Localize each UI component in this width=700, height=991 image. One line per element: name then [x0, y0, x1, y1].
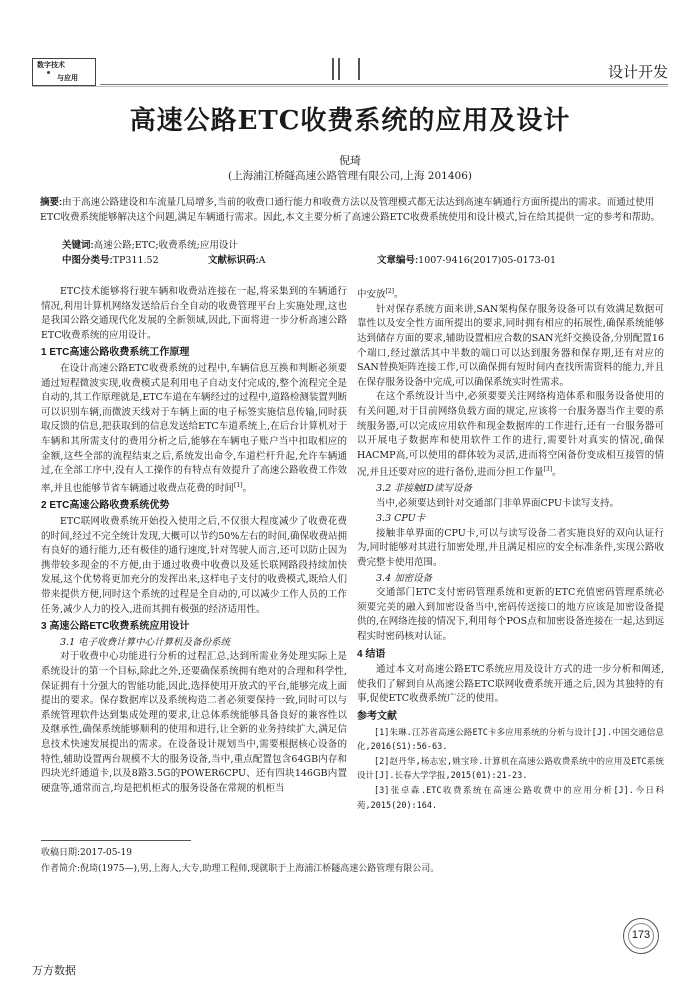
- abstract-label: 摘要:: [40, 197, 63, 208]
- section-heading-4: 4 结语: [357, 648, 386, 660]
- database-brand: 万方数据: [32, 965, 76, 977]
- subsection-heading-3-4: 3.4 加密设备: [376, 572, 433, 584]
- section-heading-3: 3 高速公路ETC收费系统应用设计: [41, 621, 190, 633]
- continued-text: 中安放: [357, 289, 386, 301]
- subsection-heading-3-1: 3.1 电子收费计算中心计算机及备份系统: [60, 636, 231, 648]
- keywords: [62, 239, 238, 254]
- subsection-heading-3-2: 3.2 非接触ID读写设备: [376, 483, 472, 495]
- server-end: 。: [552, 467, 562, 479]
- paragraph-3-3: 接触非单界面的CPU卡,可以与读写设备二者实施良好的双向认证行为,同时能够对其进行加密处理,并且满足相应的安全标准条件,实现公路收费完整卡使用范围。: [357, 527, 664, 568]
- doc-code-text: A: [258, 255, 266, 266]
- continued-end: 。: [394, 289, 404, 301]
- paragraph-3: 对于收费中心功能进行分析的过程汇总,达到所需业务处理实际上是系统设计的第一个目标,除此之外,还要确保系统拥有绝对的合理和科学性,保证拥有十分强大的智能功能,因此,选择使用开放式的平台,能够完成上面提出的要求。保存数据库以及系统构造二者必须要保持一致,同时可以与系统管理软件达到集成处理的要求,让总体系统能够具备良好的兼容性以及继承性,确保系统能够顺利的使用和进行,让全新的业务持续扩大,满足信息技术快速发展提出的需求。在设备设计规划当中,需要根据核心设备的特性,辅助设置两台规模不大的服务设备,当中,重点配置包含64GB内存和四块光纤通道卡,以及8路3.5G的POWER6CPU、还有四块146GB内置硬盘等,通常而言,均是把机柜式的服务设备在常规的机柜当: [41, 651, 347, 794]
- header-bar: [358, 58, 360, 80]
- journal-logo: [32, 58, 96, 86]
- right-column: [357, 285, 664, 813]
- reference-item: [1]朱琳.江苏省高速公路ETC卡多应用系统的分析与设计[J].中国交通信息化,2016(S1):56-63.: [357, 727, 664, 753]
- article-number-text: 1007-9416(2017)05-0173-01: [418, 255, 557, 266]
- header-bar: [338, 58, 340, 80]
- received-date: 收稿日期:2017-05-19: [41, 848, 132, 858]
- classification: [62, 254, 159, 269]
- header-rule: [32, 86, 668, 87]
- keywords-text: 高速公路;ETC;收费系统;应用设计: [93, 240, 238, 251]
- paragraph-3-2: 当中,必须要达到针对交通部门非单界面CPU卡读写支持。: [376, 497, 620, 509]
- section-tag: 设计开发: [607, 64, 668, 81]
- logo-line2: 与应用: [57, 75, 78, 82]
- references-heading: 参考文献: [357, 710, 397, 722]
- header-rule: [100, 84, 668, 85]
- reference-item: [3]张卓森.ETC收费系统在高速公路收费中的应用分析[J].今日科苑,2015(20):164.: [357, 785, 664, 811]
- paragraph-3-4: 交通部门ETC支付密码管理系统和更新的ETC充值密码管理系统必须要完美的融入到加密设备当中,密码传送接口的地方应该是加密设备提供的,在网络连接的情况下,利用每个POS点和加密设备连接在一起,达到远程实时密码核对认证。: [357, 587, 664, 642]
- classification-text: TP311.52: [112, 255, 159, 266]
- header-bar: [332, 58, 334, 80]
- subsection-heading-3-3: 3.3 CPU卡: [376, 513, 426, 525]
- citation-1: [1]: [234, 481, 243, 489]
- footnote-rule: [41, 840, 191, 841]
- citation-3: [3]: [543, 466, 553, 474]
- article-title: 高速公路ETC收费系统的应用及设计: [129, 106, 571, 136]
- affiliation: (上海浦江桥隧高速公路管理有限公司,上海 201406): [228, 170, 472, 182]
- classification-label: 中图分类号:: [62, 255, 113, 266]
- logo-dot-icon: [47, 71, 50, 74]
- doc-code-label: 文献标识码:: [208, 255, 259, 266]
- abstract-text: 由于高速公路建设和车流量几局增多,当前的收费口通行能力和收费方法以及管理模式都无法达到高速车辆通行方面所提出的需求。而通过使用ETC收费系统能够解决这个问题,满足车辆通行需求。因此,本文主要分析了高速公路ETC收费系统使用和设计模式,旨在给其提供一定的参考和帮助。: [40, 197, 661, 223]
- citation-2: [2]: [385, 288, 395, 295]
- paragraph-1-text: 在设计高速公路ETC收费系统的过程中,车辆信息互换和判断必须要通过短程微波实现,收费模式是利用电子自动支付完成的,整个流程完全是自动的,其工作原理就是,ETC车道在车辆经过的过程中,道路检测装置判断可以识别车辆,而微波天线对于车辆上面的电子标签实施信息传输,同时获取反馈的信息,把获取到的信息发送给ETC车道系统上,在后台计算机对于车辆和其所需支付的费用分析之后,能够在车辆电子账户当中扣取相应的金额,这些全部的流程结束之后,系统发出命令,车道栏杆升起,允许车辆通过,在全部工序中,没有人工操作的有特点有效提升了高速公路收费工作效率,并且也能够节省车辆通过收费点花费的时间: [41, 362, 347, 494]
- reference-item: [2]赵丹华,杨志宏,姚宝珍.计算机在高速公路收费系统中的应用及ETC系统设计[J].长春大学学报,2015(01):21-23.: [357, 756, 664, 782]
- author-bio: 作者简介:倪琦(1975—),男,上海人,大专,助理工程师,现就职于上海浦江桥隧高速公路管理有限公司。: [41, 864, 440, 874]
- article-number-label: 文章编号:: [377, 255, 419, 266]
- paragraph-1: 在设计高速公路ETC收费系统的过程中,车辆信息互换和判断必须要通过短程微波实现,收费模式是利用电子自动支付完成的,整个流程完全是自动的,其工作原理就是,ETC车道在车辆经过的过程中,道路检测装置判断可以识别车辆,而微波天线对于车辆上面的电子标签实施信息传输,同时获取反馈的信息,把获取到的信息发送给ETC车道系统上,在后台计算机对于车辆和其所需支付的费用分析之后,能够在车辆电子账户当中扣取相应的金额,这些全部的流程结束之后,系统发出命令,车道栏杆升起,允许车辆通过,在全部工序中,没有人工操作的有特点有效提升了高速公路收费工作效率,并且也能够节省车辆通过收费点花费的时间[1]。: [41, 362, 347, 494]
- section-heading-2: 2 ETC高速公路收费系统优势: [41, 500, 170, 512]
- san-paragraph: 针对保存系统方面来讲,SAN架构保存服务设备可以有效满足数据可靠性以及安全性方面所提出的要求,同时拥有相应的拓展性,确保系统能够达到储存方面的要求,辅助设置相应合数的SAN光纤交换设备,分别配置16个端口,经过激活其中半数的端口可以达到服务器和保存期,还有对应的SAN替换矩阵连接工作,可以确保拥有短时间内查找所需资料的能力,并且在保存服务设备中完成,可以确保系统实时性需求。: [357, 303, 664, 388]
- conclusion-paragraph: 通过本文对高速公路ETC系统应用及设计方式的进一步分析和阐述,使我们了解到自从高速公路ETC联网收费系统开通之后,因为其独特的有事,促使ETC收费系统广泛的使用。: [357, 664, 664, 705]
- abstract: [40, 196, 662, 225]
- intro-paragraph: ETC技术能够将行驶车辆和收费站连接在一起,将采集到的车辆通行情况,利用计算机网络发送给后台全自动的收费管理平台上实施处理,这也是我国公路交通现代化发展的全新领域,因此,下面将进一步分析高速公路ETC收费系统的应用设计。: [41, 286, 347, 341]
- server-text: 在这个系统设计当中,必须要要关注网络构造体系和服务设备使用的有关问题,对于目前网络负载方面的规定,应该将一台服务器当作主要的系统服务器,可以完成应用软件和现金数据库的工作进行,还有一台服务器可以开展电子数据库和使用软件工作的进行,需要针对真实的情况,确保HACMP高,可以使用的群体较为灵活,进而将空闲备份变成相互接管的情况,并且还要对应的进行备份,进而分担工作量: [357, 391, 664, 479]
- logo-line1: 数字技术: [37, 62, 65, 69]
- page-number: 173: [631, 929, 651, 941]
- section-heading-1: 1 ETC高速公路收费系统工作原理: [41, 347, 190, 359]
- article-number: [377, 254, 556, 269]
- continued-paragraph: [357, 285, 664, 303]
- keywords-label: 关键词:: [62, 240, 94, 251]
- server-paragraph: [357, 390, 664, 481]
- doc-code: [208, 254, 266, 269]
- author: 倪琦: [339, 154, 361, 167]
- paragraph-2: ETC联网收费系统开始投入使用之后,不仅很大程度减少了收费花费的时间,经过不完全统计发现,大概可以节约50%左右的时间,确保收费站拥有良好的通行能力,还有极佳的通行速度,针对驾驶人而言,还可以防止因为携带较多现金的不方便,由于通过收费中收费以及延长联网路段持续加快发展,这个优势将更加充分的发挥出来,这样电子支付的收费模式,既给人们带来提供方便,同时这个系统的过程是全自动的,可以减少工作人员的工作任务,减少人力的投入,进而其拥有极强的经济适用性。: [41, 516, 347, 615]
- left-column: [41, 285, 347, 796]
